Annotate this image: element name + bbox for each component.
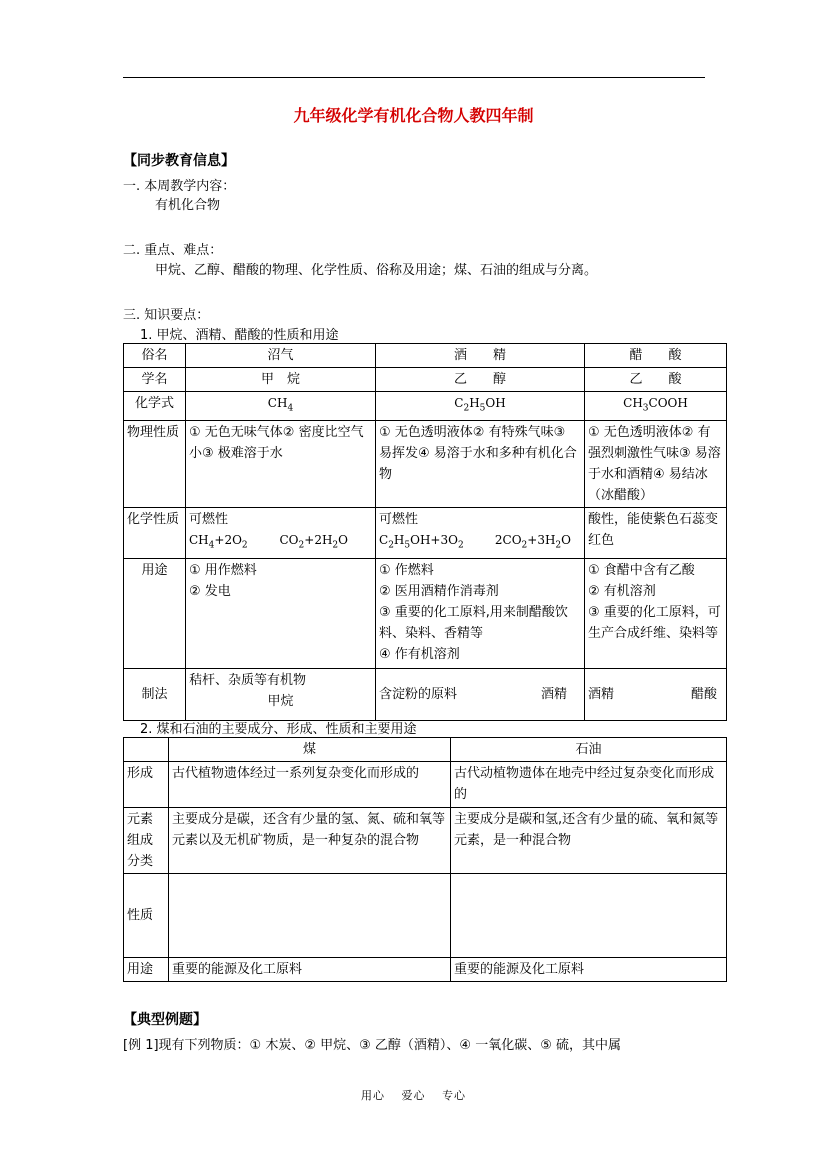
table-cell: 甲 烷 — [186, 368, 376, 392]
table-cell — [376, 558, 585, 668]
table-row — [124, 808, 727, 874]
table-cell — [585, 558, 727, 668]
table-cell — [376, 508, 585, 558]
formula-cell: $C_2H_5OH$ — [376, 392, 585, 421]
reactants: $C_2H_5OH+3O_2$ — [379, 533, 464, 551]
table-row — [124, 344, 727, 368]
table-cell: 古代动植物遗体在地壳中经过复杂变化而形成的 — [451, 762, 727, 808]
section1-title: 一. 本周教学内容： — [123, 179, 236, 194]
table-cell — [186, 558, 376, 668]
footer-text: 用心 — [361, 1089, 385, 1102]
products: $2CO_2+3H_2O$ — [494, 533, 571, 551]
raw-material: 酒精 — [588, 686, 615, 702]
table-cell — [169, 874, 451, 958]
list-item: ② 医用酒精作消毒剂 — [379, 583, 499, 599]
reactants: $CH_4+2O_2$ — [189, 533, 248, 551]
table-cell: ① 无色透明液体② 有特殊气味③ 易挥发④ 易溶于水和多种有机化合物 — [376, 421, 585, 508]
reaction-equation — [189, 530, 372, 556]
table-row — [124, 558, 727, 668]
table-cell: 主要成分是碳，还含有少量的氢、氮、硫和氧等元素以及无机矿物质，是一种复杂的混合物 — [169, 808, 451, 874]
list-item: ② 发电 — [189, 583, 231, 599]
row-label: 制法 — [124, 668, 186, 720]
section-example-heading: 【典型例题】 — [123, 1012, 207, 1028]
formula-cell: $CH_4$ — [186, 392, 376, 421]
example-1-text: [例 1]现有下列物质：① 木炭、② 甲烷、③ 乙醇（酒精）、④ 一氧化碳、⑤ 硫，其中属 — [123, 1038, 621, 1053]
header-rule — [123, 77, 705, 78]
footer-text: 专心 — [442, 1089, 466, 1102]
row-label: 化学式 — [124, 392, 186, 421]
reaction-equation — [379, 530, 581, 556]
table-cell: 沼气 — [186, 344, 376, 368]
products: $CO_2+2H_2O$ — [279, 533, 348, 551]
list-item: ① 用作燃料 — [189, 562, 257, 578]
footer-text: 爱心 — [401, 1089, 426, 1102]
table-row — [124, 874, 727, 958]
section1-body: 有机化合物 — [155, 198, 221, 213]
list-item: ② 有机溶剂 — [588, 583, 656, 599]
table-cell: ① 无色透明液体② 有强烈刺激性气味③ 易溶于水和酒精④ 易结冰（冰醋酸） — [585, 421, 727, 508]
raw-material: 含淀粉的原料 — [379, 686, 458, 702]
table-cell: 酸性，能使紫色石蕊变红色 — [585, 508, 727, 558]
raw-material: 秸杆、杂质等有机物 — [189, 672, 307, 688]
table-cell: 乙 醇 — [376, 368, 585, 392]
row-label: 化学性质 — [124, 508, 186, 558]
list-item: ③ 重要的化工原料，可生产合成纤维、染料等 — [588, 604, 721, 641]
table-row — [124, 668, 727, 720]
list-item: ① 食醋中含有乙酸 — [588, 562, 695, 578]
list-item: ③ 重要的化工原料,用来制醋酸饮料、染料、香精等 — [379, 604, 568, 641]
table-cell — [451, 874, 727, 958]
table-row — [124, 508, 727, 558]
document-title: 九年级化学有机化合物人教四年制 — [293, 106, 534, 125]
table-cell: 古代植物遗体经过一系列复杂变化而形成的 — [169, 762, 451, 808]
table-cell: ① 无色无味气体② 密度比空气小③ 极难溶于水 — [186, 421, 376, 508]
table-row — [124, 762, 727, 808]
organic-compounds-table — [123, 343, 727, 721]
table-cell — [376, 668, 585, 720]
row-label: 元素组成分类 — [124, 808, 169, 874]
column-header: 煤 — [169, 738, 451, 762]
section2-body: 甲烷、乙醇、醋酸的物理、化学性质、俗称及用途；煤、石油的组成与分离。 — [155, 263, 598, 278]
section3-title: 三. 知识要点： — [123, 308, 210, 323]
row-label: 用途 — [124, 958, 169, 982]
product: 甲烷 — [267, 693, 294, 709]
coal-petroleum-table — [123, 737, 727, 982]
section2-title: 二. 重点、难点： — [123, 243, 223, 258]
table-row — [124, 392, 727, 421]
table-cell — [585, 668, 727, 720]
product: 酒精 — [540, 686, 567, 702]
formula-cell: $CH_3COOH$ — [585, 392, 727, 421]
list-item: ④ 作有机溶剂 — [379, 646, 460, 662]
row-label: 学名 — [124, 368, 186, 392]
table-row — [124, 958, 727, 982]
table1-caption: 1. 甲烷、酒精、醋酸的性质和用途 — [140, 328, 339, 343]
table2-caption: 2. 煤和石油的主要成分、形成、性质和主要用途 — [140, 722, 417, 737]
table-cell — [124, 738, 169, 762]
table-cell — [186, 668, 376, 720]
row-label: 性质 — [124, 874, 169, 958]
table-cell: 重要的能源及化工原料 — [169, 958, 451, 982]
row-label: 物理性质 — [124, 421, 186, 508]
list-item: ① 作燃料 — [379, 562, 434, 578]
table-cell: 酒 精 — [376, 344, 585, 368]
table-cell — [186, 508, 376, 558]
row-label: 形成 — [124, 762, 169, 808]
table-cell: 主要成分是碳和氢,还含有少量的硫、氧和氮等元素，是一种混合物 — [451, 808, 727, 874]
page-footer — [0, 1087, 827, 1103]
table-cell: 醋 酸 — [585, 344, 727, 368]
table-cell: 乙 酸 — [585, 368, 727, 392]
table-cell: 重要的能源及化工原料 — [451, 958, 727, 982]
table-row — [124, 738, 727, 762]
table-row — [124, 421, 727, 508]
product: 醋酸 — [690, 686, 717, 702]
section-sync-heading: 【同步教育信息】 — [123, 153, 235, 169]
row-label: 俗名 — [124, 344, 186, 368]
column-header: 石油 — [451, 738, 727, 762]
row-label: 用途 — [124, 558, 186, 668]
table-row — [124, 368, 727, 392]
property-text: 可燃性 — [379, 512, 419, 528]
property-text: 可燃性 — [189, 512, 229, 528]
